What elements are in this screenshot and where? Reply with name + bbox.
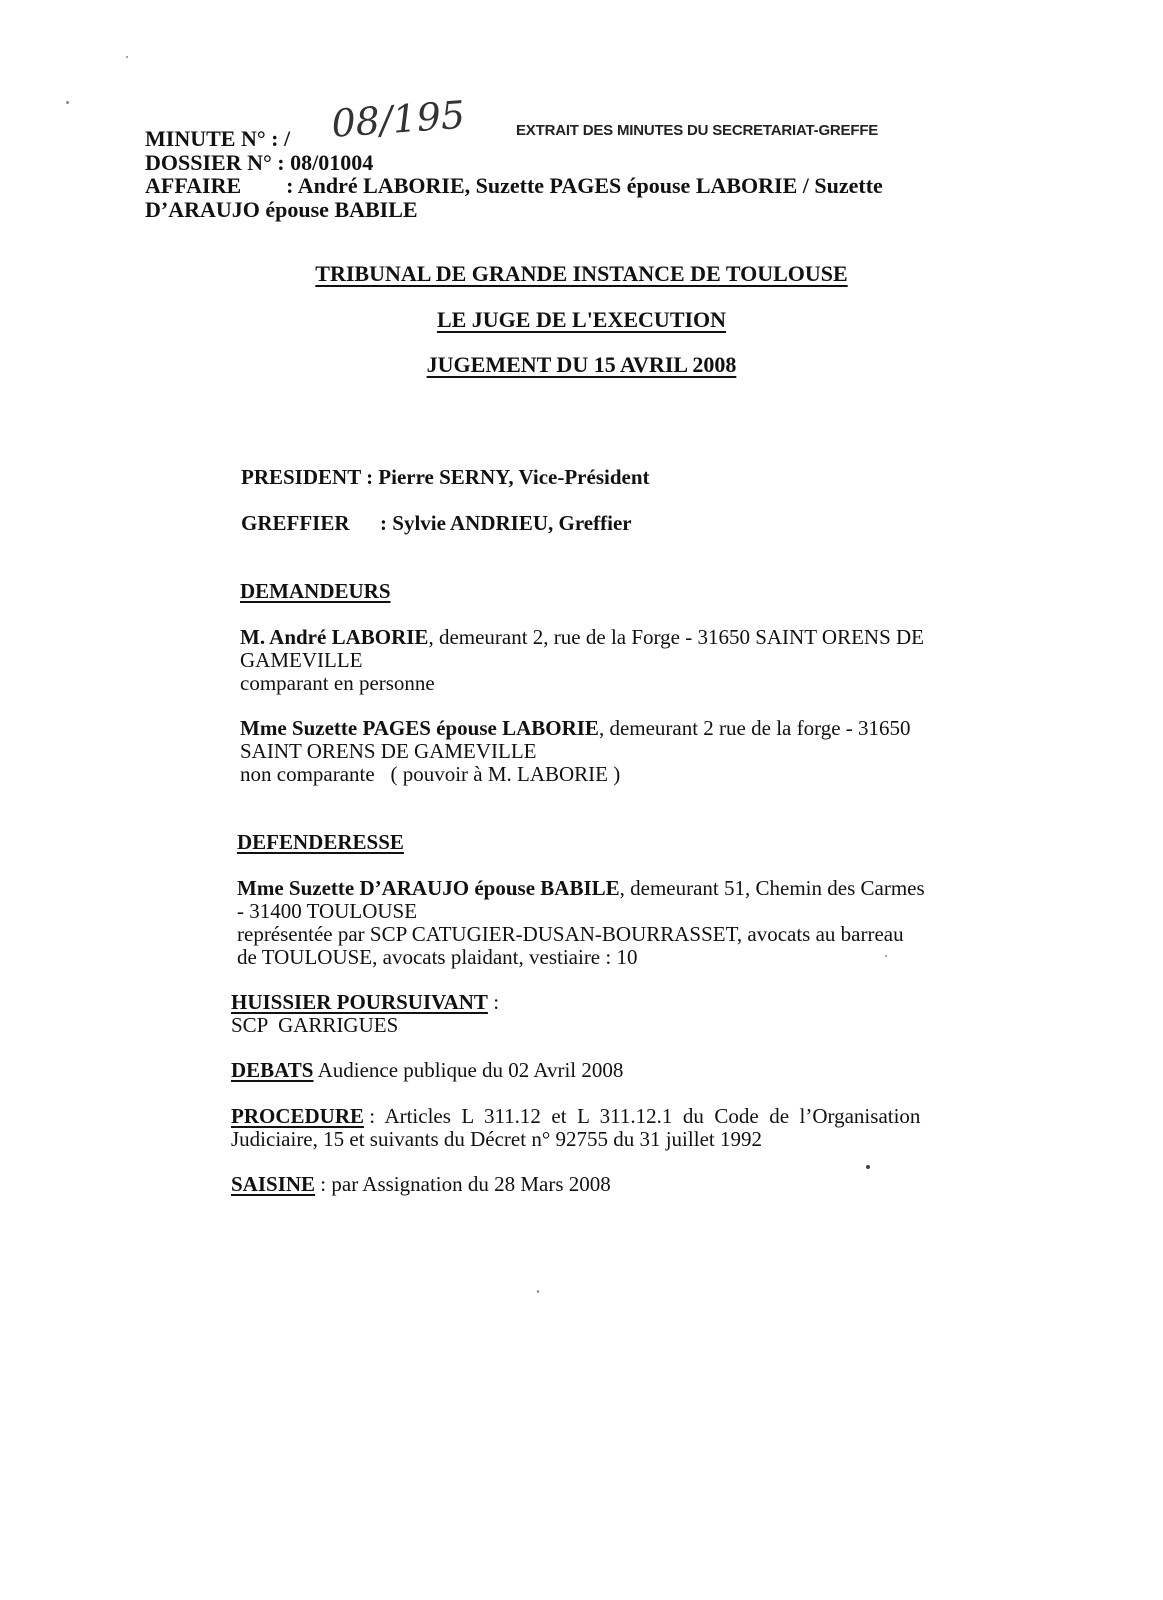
huissier-block xyxy=(231,991,499,1037)
affaire-parties-line1: : André LABORIE, Suzette PAGES épouse LABORIE / Suzette xyxy=(286,173,883,198)
procedure-heading: PROCEDURE xyxy=(231,1104,365,1128)
demandeur-1-address-line1: , demeurant 2, rue de la Forge - 31650 SAINT ORENS DE xyxy=(428,625,924,649)
demandeur-2 xyxy=(240,717,911,786)
juge-title: LE JUGE DE L'EXECUTION xyxy=(436,307,727,332)
demandeur-1 xyxy=(240,626,924,695)
debats-value: Audience publique du 02 Avril 2008 xyxy=(313,1058,624,1082)
scan-speck xyxy=(537,1290,539,1293)
demandeur-2-name: Mme Suzette PAGES épouse LABORIE xyxy=(240,716,599,740)
debats-heading: DEBATS xyxy=(231,1058,314,1082)
dossier-label: DOSSIER N° : xyxy=(145,150,285,175)
scan-speck xyxy=(866,1165,870,1169)
demandeur-2-status: non comparante ( pouvoir à M. LABORIE ) xyxy=(240,762,621,786)
president-line: PRESIDENT : Pierre SERNY, Vice-Président xyxy=(241,465,650,489)
huissier-value: SCP GARRIGUES xyxy=(231,1013,399,1037)
procedure-block xyxy=(231,1105,920,1151)
affaire-line xyxy=(145,174,883,198)
dossier-value: 08/01004 xyxy=(290,150,374,175)
affaire-label: AFFAIRE xyxy=(145,173,242,198)
tribunal-title: TRIBUNAL DE GRANDE INSTANCE DE TOULOUSE xyxy=(315,261,848,286)
minute-label: MINUTE N° : / xyxy=(145,126,291,151)
greffier-line xyxy=(241,512,632,535)
procedure-value-line1: : Articles L 311.12 et L 311.12.1 du Code de l’Organisation xyxy=(364,1104,921,1128)
scan-speck xyxy=(885,955,887,957)
demandeur-2-address-line1: , demeurant 2 rue de la forge - 31650 xyxy=(598,716,911,740)
saisine-value: : par Assignation du 28 Mars 2008 xyxy=(315,1172,611,1196)
jugement-title: JUGEMENT DU 15 AVRIL 2008 xyxy=(426,352,737,377)
debats-line xyxy=(231,1059,623,1082)
minute-handwritten-number: 08/195 xyxy=(330,92,467,146)
defenderesse-representation-line1: représentée par SCP CATUGIER-DUSAN-BOURRASSET, avocats au barreau xyxy=(237,922,904,946)
saisine-heading: SAISINE xyxy=(231,1172,316,1196)
demandeur-1-status: comparant en personne xyxy=(240,671,435,695)
defenderesse-representation-line2: de TOULOUSE, avocats plaidant, vestiaire : 10 xyxy=(237,945,638,969)
defenderesse-block xyxy=(237,877,925,969)
demandeur-2-address-line2: SAINT ORENS DE GAMEVILLE xyxy=(240,739,537,763)
defenderesse-heading: DEFENDERESSE xyxy=(237,830,404,854)
huissier-heading: HUISSIER POURSUIVANT xyxy=(231,990,488,1014)
defenderesse-address-line1: , demeurant 51, Chemin des Carmes xyxy=(619,876,925,900)
demandeur-1-name: M. André LABORIE xyxy=(240,625,429,649)
defenderesse-name: Mme Suzette D’ARAUJO épouse BABILE xyxy=(237,876,620,900)
registry-stamp: EXTRAIT DES MINUTES DU SECRETARIAT-GREFFE xyxy=(516,122,879,139)
procedure-value-line2: Judiciaire, 15 et suivants du Décret n° 92755 du 31 juillet 1992 xyxy=(231,1127,762,1151)
affaire-parties-line2: D’ARAUJO épouse BABILE xyxy=(145,197,418,222)
greffier-value: : Sylvie ANDRIEU, Greffier xyxy=(380,511,632,535)
demandeurs-heading: DEMANDEURS xyxy=(240,579,391,603)
scan-speck xyxy=(66,101,69,104)
huissier-colon: : xyxy=(487,990,500,1014)
defenderesse-address-line2: - 31400 TOULOUSE xyxy=(237,899,418,923)
saisine-line xyxy=(231,1173,611,1196)
scan-speck xyxy=(126,56,128,58)
dossier-line xyxy=(145,151,373,175)
demandeur-1-address-line2: GAMEVILLE xyxy=(240,648,363,672)
greffier-label: GREFFIER xyxy=(241,511,350,535)
